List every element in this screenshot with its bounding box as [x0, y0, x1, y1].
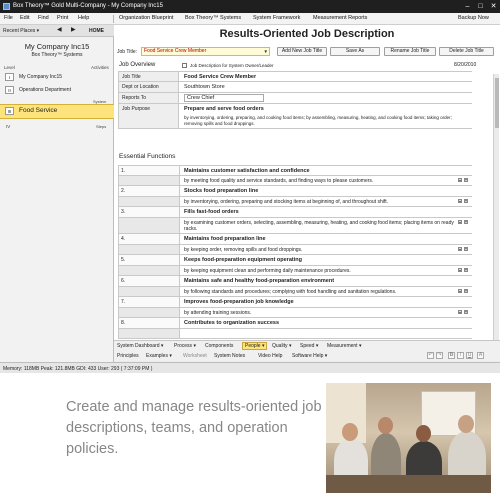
function-number: 7. [118, 297, 180, 307]
overview-label: Reports To [118, 93, 179, 103]
delete-job-title-button[interactable]: Delete Job Title [439, 47, 494, 56]
tab-components[interactable]: Components [205, 343, 234, 349]
function-desc-row [118, 329, 472, 339]
job-purpose-description[interactable]: by inventorying, ordering, preparing, and cooking food items; by assembling, measuring, heating, and cooking food items; taking order; removing spills and food droppings. [184, 115, 452, 126]
function-title[interactable]: Maintains safe and healthy food-preparation environment [184, 278, 335, 284]
tab-examples[interactable]: Examples ▾ [146, 353, 172, 359]
chevron-down-icon: ▼ [263, 49, 268, 54]
level-badge: III [5, 107, 14, 115]
undo-icon[interactable]: ↶ [428, 352, 433, 358]
menu-file[interactable]: File [4, 15, 13, 21]
system-owner-checkbox[interactable] [182, 63, 187, 68]
overview-row-job-purpose [118, 104, 472, 129]
function-row [118, 297, 472, 308]
move-down-icon[interactable]: ▾ [465, 199, 467, 203]
function-row [118, 318, 472, 329]
activities-column-label: Activities [91, 65, 109, 70]
move-down-icon[interactable]: ▾ [465, 289, 467, 293]
function-title[interactable]: Contributes to organization success [184, 320, 280, 326]
overview-label: Dept or Location [118, 82, 179, 92]
bold-icon[interactable]: B [449, 352, 454, 358]
back-arrow-icon[interactable]: ◀ [57, 27, 62, 33]
function-desc-row [118, 197, 472, 207]
function-title[interactable]: Maintains customer satisfaction and confidence [184, 168, 310, 174]
function-number-cell [118, 329, 180, 338]
function-number-cell [118, 287, 180, 296]
redo-icon[interactable]: ↷ [437, 352, 442, 358]
job-purpose-field[interactable]: Prepare and serve food orders [184, 106, 264, 112]
system-owner-checkbox-label: Job Description for System Owner/Leader [190, 63, 274, 68]
photo-person-head [342, 423, 358, 441]
font-size-icon[interactable]: A [478, 352, 483, 358]
menu-measurement-reports[interactable]: Measurement Reports [313, 15, 368, 21]
function-title[interactable]: Stocks food preparation line [184, 188, 259, 194]
tree-item-company[interactable] [0, 71, 114, 84]
navigation-bar [0, 25, 114, 37]
status-bar [0, 362, 500, 373]
function-row [118, 186, 472, 197]
italic-icon[interactable]: I [457, 352, 464, 359]
tab-system-notes[interactable]: System Notes [214, 353, 246, 359]
function-row [118, 165, 472, 176]
essential-functions-title: Essential Functions [119, 153, 176, 160]
tree-item-label: Operations Department [19, 87, 71, 93]
function-number: 6. [118, 276, 180, 286]
recent-places-dropdown[interactable]: Recent Places ▾ [3, 28, 40, 34]
overview-row-dept [118, 82, 472, 93]
function-description[interactable]: by keeping equipment clean and performing daily maintenance procedures. [184, 268, 351, 274]
move-up-icon[interactable]: ▴ [459, 289, 461, 293]
title-bar [0, 0, 500, 13]
menu-help[interactable]: Help [78, 15, 90, 21]
main-content [114, 25, 500, 340]
function-description[interactable]: by meeting food quality and service standards, and finding ways to please customers. [184, 178, 374, 184]
function-title[interactable]: Keeps food-preparation equipment operating [184, 257, 302, 263]
app-logo-icon [3, 3, 10, 10]
move-up-icon[interactable]: ▴ [459, 268, 461, 272]
move-down-icon[interactable]: ▾ [465, 220, 467, 224]
tab-video-help[interactable]: Video Help [258, 353, 283, 359]
job-overview-title: Job Overview [119, 62, 156, 68]
menu-print[interactable]: Print [57, 15, 69, 21]
photo-person-head [378, 417, 393, 434]
tree-item-operations-department[interactable] [0, 84, 114, 97]
tab-process[interactable]: Process ▾ [174, 343, 196, 349]
move-up-icon[interactable]: ▴ [459, 199, 461, 203]
function-number-cell [118, 308, 180, 317]
move-down-icon[interactable]: ▾ [465, 178, 467, 182]
function-row [118, 276, 472, 287]
add-job-title-button[interactable]: Add New Job Title [277, 47, 327, 56]
team-meeting-photo [326, 383, 491, 493]
menu-box-theory-systems[interactable]: Box Theory™ Systems [185, 15, 242, 21]
vertical-scrollbar[interactable] [493, 74, 499, 342]
left-navigation-pane [0, 25, 114, 363]
menu-organization-blueprint[interactable]: Organization Blueprint [119, 15, 174, 21]
backup-now-button[interactable]: Backup Now [458, 15, 489, 21]
function-number-cell [118, 176, 180, 185]
function-desc-row [118, 287, 472, 297]
document-date: 8/20/2010 [454, 62, 477, 68]
function-desc-row [118, 245, 472, 255]
tab-worksheet[interactable]: Worksheet [183, 353, 207, 359]
menu-find[interactable]: Find [38, 15, 49, 21]
job-title-toolbar [114, 46, 500, 58]
level-badge: I [5, 73, 14, 81]
dept-location-field[interactable]: Southtown Store [184, 84, 225, 90]
function-number: 3. [118, 207, 180, 217]
function-desc-row [118, 266, 472, 276]
photo-person-head [458, 415, 474, 433]
move-down-icon[interactable]: ▾ [465, 310, 467, 314]
tab-measurement[interactable]: Measurement ▾ [327, 343, 362, 349]
close-button[interactable]: ✕ [490, 3, 497, 10]
function-number: 1. [118, 166, 180, 175]
tab-system-dashboard[interactable]: System Dashboard ▾ [117, 343, 164, 349]
function-description[interactable]: by keeping order, removing spills and food droppings. [184, 247, 303, 253]
system-label: System [93, 99, 107, 104]
window-title: Box Theory™ Gold Multi-Company - My Company Inc15 [13, 3, 163, 9]
function-number: 5. [118, 255, 180, 265]
function-row [118, 255, 472, 266]
function-description[interactable]: by inventorying, ordering, preparing and stocking items at beginning of, and throughout shift. [184, 199, 389, 205]
function-title[interactable]: Improves food-preparation job knowledge [184, 299, 294, 305]
function-row [118, 207, 472, 218]
function-row [118, 234, 472, 245]
photo-table [326, 475, 491, 493]
move-up-icon[interactable]: ▴ [459, 220, 461, 224]
company-subtitle: Box Theory™ Systems [31, 52, 83, 58]
page-title: Results-Oriented Job Description [219, 28, 395, 40]
function-number: 2. [118, 186, 180, 196]
menu-edit[interactable]: Edit [20, 15, 30, 21]
reports-to-select[interactable]: Crew Chief [184, 94, 264, 102]
promo-tagline: Create and manage results-oriented job descriptions, teams, and operation policies. [66, 399, 322, 457]
underline-icon[interactable]: U [467, 352, 472, 358]
function-desc-row [118, 176, 472, 186]
move-up-icon[interactable]: ▴ [459, 178, 461, 182]
tree-item-label: Food Service [19, 107, 58, 114]
help-tabs [114, 350, 500, 361]
menu-bar [0, 13, 500, 25]
tab-software-help[interactable]: Software Help ▾ [292, 353, 328, 359]
move-up-icon[interactable]: ▴ [459, 247, 461, 251]
tab-people[interactable]: People ▾ [242, 342, 267, 350]
company-name: My Company Inc15 [24, 42, 90, 51]
function-number-cell [118, 197, 180, 206]
function-description[interactable]: by following standards and procedures; complying with food handling and sanitation regulations. [184, 289, 397, 295]
steps-label: Steps [96, 124, 107, 129]
tab-principles[interactable]: Principles [117, 353, 139, 359]
photo-person-head [416, 425, 431, 442]
system-tabs [114, 340, 500, 350]
scrollbar-thumb[interactable] [495, 78, 499, 128]
function-title[interactable]: Maintains food preparation line [184, 236, 266, 242]
function-number: 4. [118, 234, 180, 244]
function-desc-row [118, 308, 472, 318]
overview-label: Job Purpose [118, 104, 179, 128]
minimize-button[interactable]: – [465, 3, 470, 10]
overview-row-job-title [118, 71, 472, 82]
job-title-select-value: Food Service Crew Member [144, 48, 207, 54]
function-title[interactable]: Fills fast-food orders [184, 209, 239, 215]
save-as-button[interactable]: Save As [330, 47, 380, 56]
function-number: 8. [118, 318, 180, 328]
move-down-icon[interactable]: ▾ [465, 247, 467, 251]
overview-label: Job Title [118, 72, 179, 81]
function-number-cell [118, 218, 180, 233]
tab-speed[interactable]: Speed ▾ [300, 343, 319, 349]
move-down-icon[interactable]: ▾ [465, 268, 467, 272]
job-overview-header [114, 61, 500, 70]
menu-separator [113, 15, 114, 23]
forward-arrow-icon[interactable]: ▶ [71, 27, 76, 33]
function-desc-row [118, 218, 472, 234]
move-up-icon[interactable]: ▴ [459, 310, 461, 314]
function-number-cell [118, 266, 180, 275]
job-title-label: Job Title: [117, 49, 138, 55]
home-button[interactable]: HOME [89, 28, 104, 34]
job-title-select[interactable] [141, 47, 270, 56]
function-description[interactable]: by examining customer orders, selecting, assembling, measuring, heating, and cooking food items; placing items on ready racks. [184, 220, 454, 232]
promo-banner [0, 373, 500, 500]
tab-quality[interactable]: Quality ▾ [272, 343, 292, 349]
level-column-label: Level [4, 65, 15, 70]
maximize-button[interactable]: □ [478, 3, 483, 10]
level-badge: II [5, 86, 14, 94]
menu-system-framework[interactable]: System Framework [253, 15, 301, 21]
level-iv-label: IV [6, 124, 11, 129]
function-description[interactable]: by attending training sessions. [184, 310, 252, 316]
tree-item-food-service[interactable] [0, 104, 114, 119]
job-title-field[interactable]: Food Service Crew Member [184, 74, 257, 80]
memory-status: Memory: 118MB Peak: 121.8MB GDI: 433 User: 293 ( 7:37:09 PM ) [3, 366, 153, 372]
function-number-cell [118, 245, 180, 254]
tree-item-label: My Company Inc15 [19, 74, 63, 80]
overview-row-reports-to [118, 93, 472, 104]
rename-job-title-button[interactable]: Rename Job Title [384, 47, 436, 56]
